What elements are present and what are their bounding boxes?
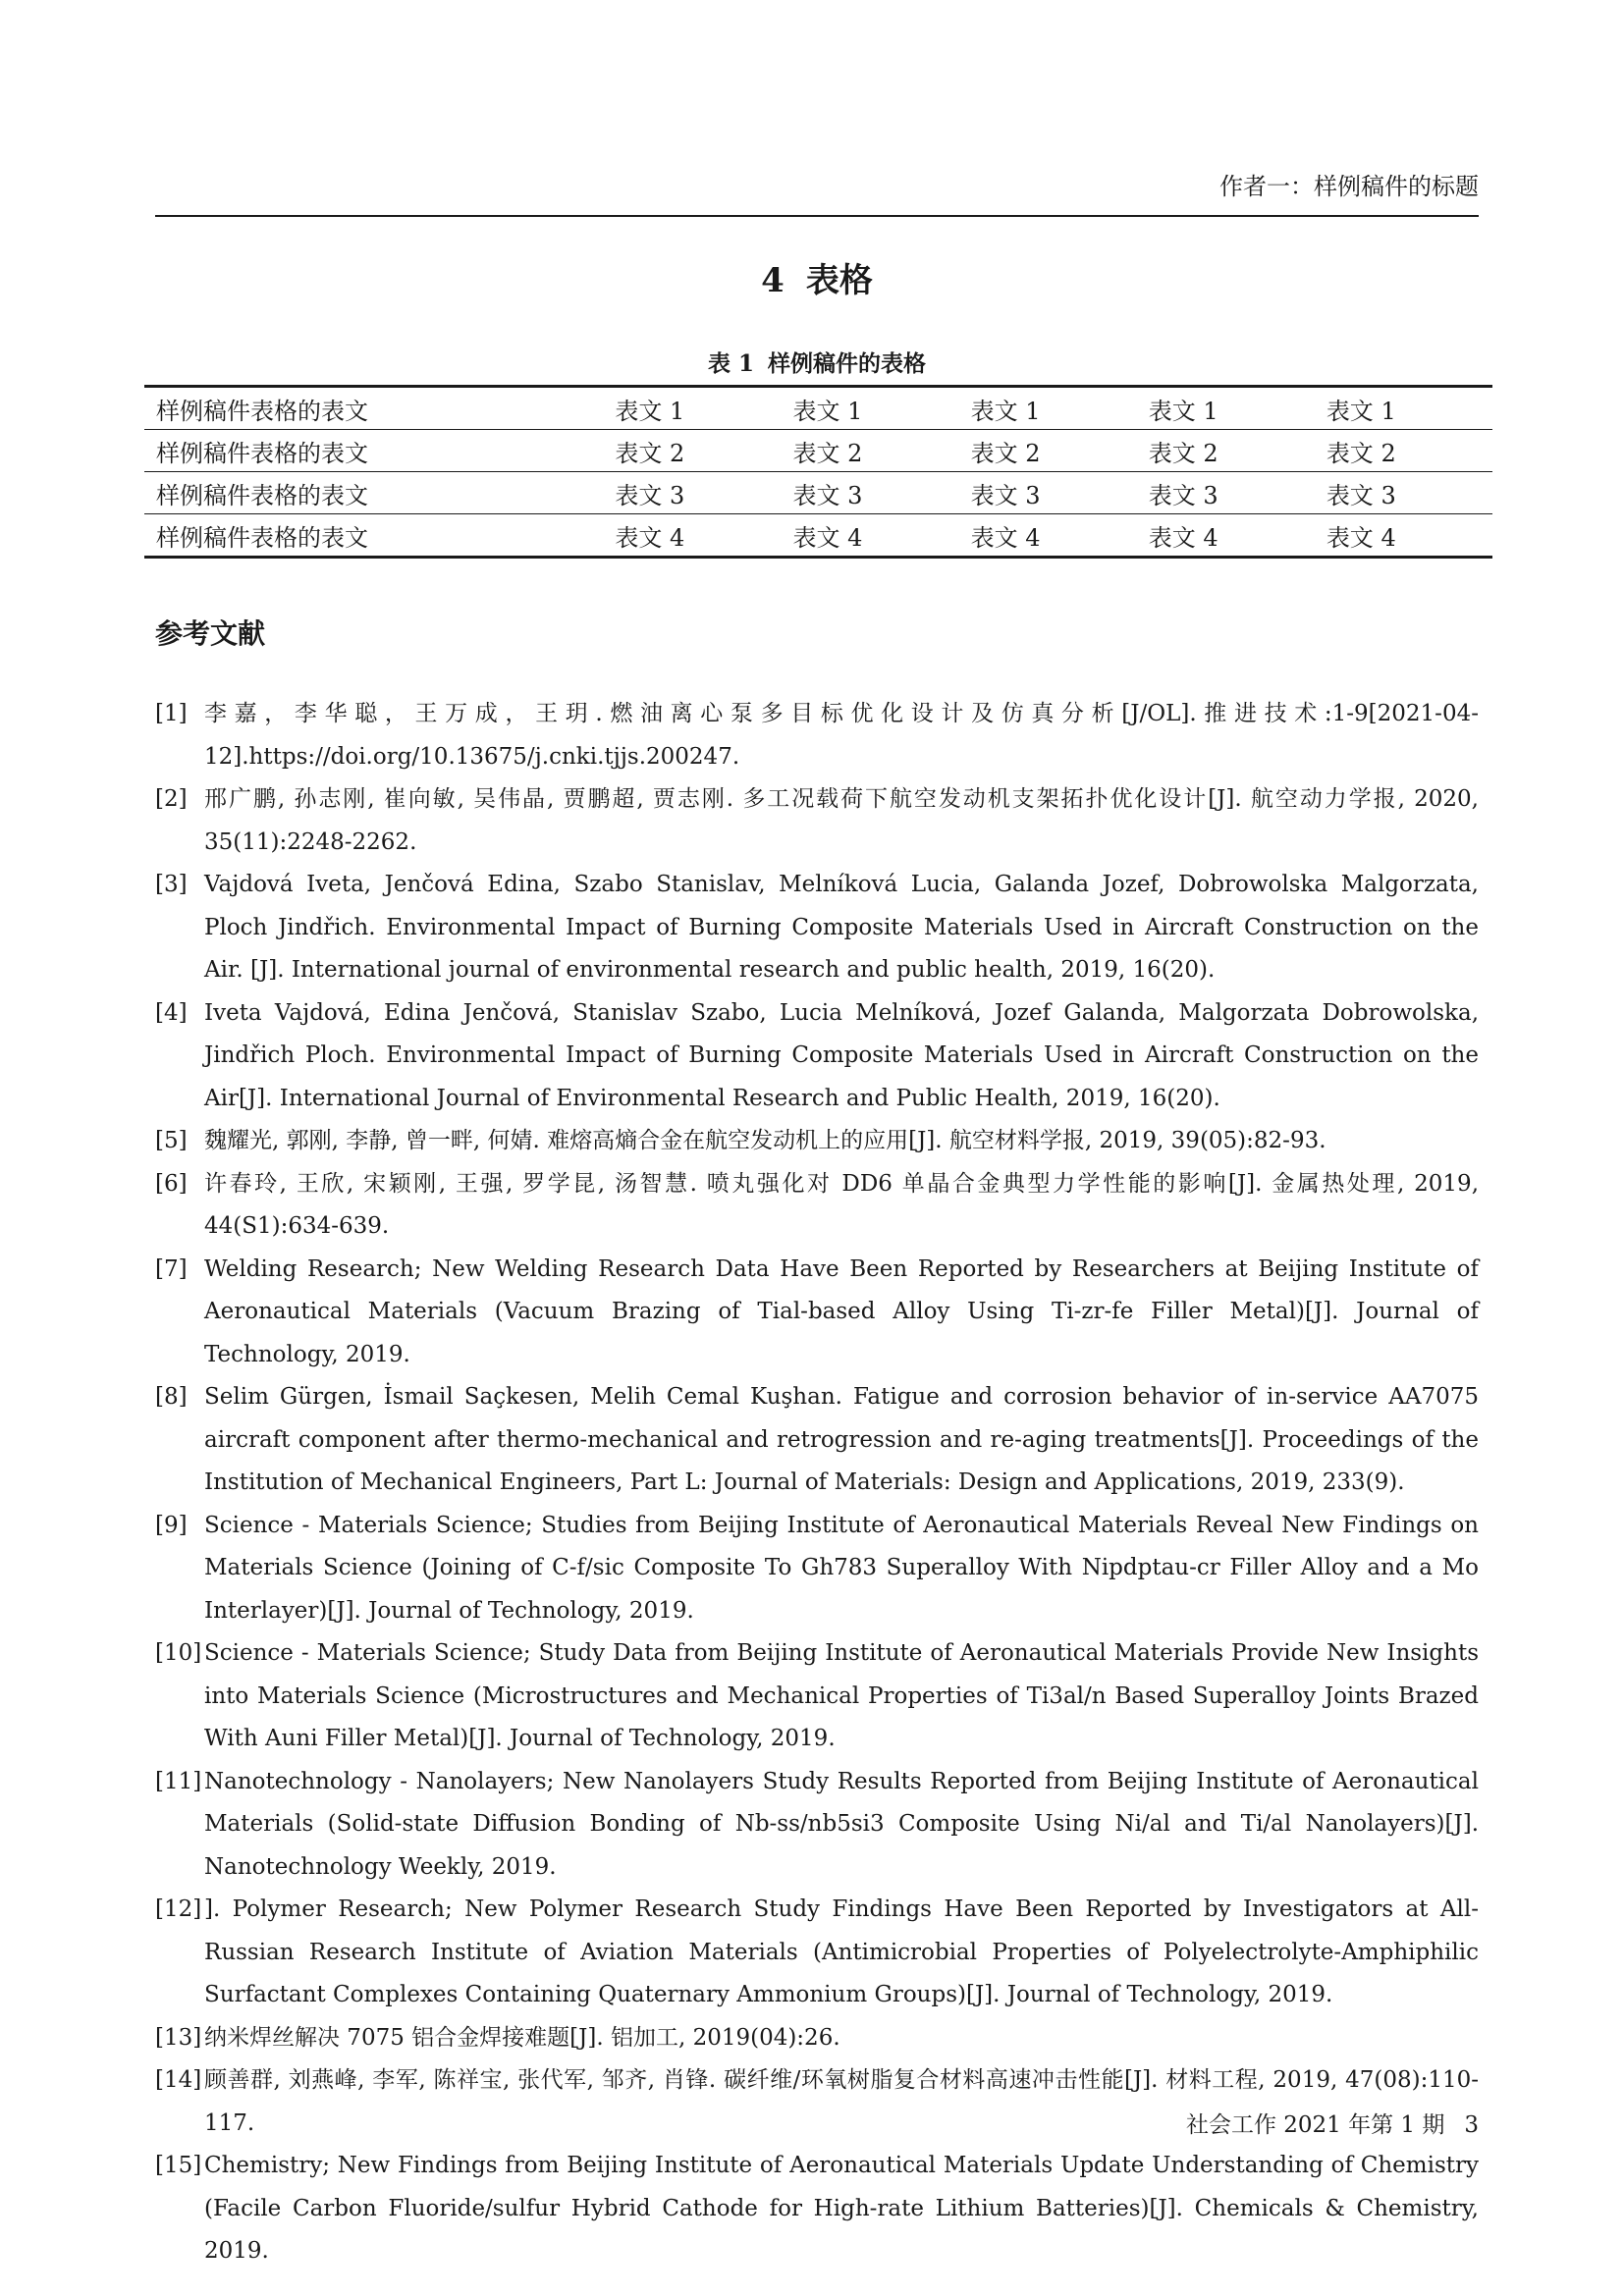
reference-number: [4] — [155, 999, 188, 1026]
reference-item — [155, 1120, 1479, 1163]
reference-item — [155, 1632, 1479, 1761]
reference-number: [3] — [155, 872, 188, 897]
reference-text: Science - Materials Science; Studies from Beijing Institute of Aeronautical Materials Reveal New Findings on Materials Science (Joining of C-f/sic Composite To Gh783 Superalloy With Nipdptau-cr Filler Alloy and a Mo Interlayer)[J]. Journal of Technology, 2019. — [204, 1512, 1479, 1624]
table-cell: 样例稿件表格的表文 — [144, 430, 603, 472]
reference-item — [155, 778, 1479, 864]
section-title: 表格 — [805, 261, 873, 300]
table-caption-number: 表 1 — [707, 350, 754, 377]
reference-text: Nanotechnology - Nanolayers; New Nanolayers Study Results Reported from Beijing Institute of Aeronautical Materials (Solid-state Diffusion Bonding of Nb-ss/nb5si3 Composite Using Ni/al and Ti/al Nanolayers)[J]. Nanotechnology Weekly, 2019. — [204, 1768, 1479, 1880]
reference-text: Selim Gürgen, İsmail Saçkesen, Melih Cemal Kuşhan. Fatigue and corrosion behavior of in-service AA7075 aircraft component after thermo-mechanical and retrogression and re-aging treatments[J]. Proceedings of the Institution of Mechanical Engineers, Part L: Journal of Materials: Design and Applications, 2019, 233(9). — [204, 1384, 1479, 1495]
reference-number: [7] — [155, 1255, 188, 1282]
reference-number: [6] — [155, 1170, 188, 1197]
reference-text: Vajdová Iveta, Jenčová Edina, Szabo Stanislav, Melníková Lucia, Galanda Jozef, Dobrowolska Malgorzata, Ploch Jindřich. Environmental Impact of Burning Composite Materials Used in Aircraft Construction on the Air. [J]. International journal of environmental research and public health, 2019, 16(20). — [204, 872, 1479, 983]
table-cell: 表文 1 — [792, 397, 863, 425]
reference-number: [2] — [155, 786, 188, 812]
table-cell: 表文 4 — [781, 514, 958, 558]
table-row — [144, 514, 1492, 558]
reference-text: 顾善群, 刘燕峰, 李军, 陈祥宝, 张代军, 邹齐, 肖锋. 碳纤维/环氧树脂复合材料高速冲击性能[J]. 材料工程, 2019, 47(08):110-117. — [204, 2067, 1479, 2136]
reference-item — [155, 1889, 1479, 2017]
journal-issue: 社会工作 2021 年第 1 期 — [1185, 2112, 1445, 2138]
table-cell: 样例稿件表格的表文 — [156, 397, 368, 425]
references-heading: 参考文献 — [155, 617, 266, 650]
running-title: 作者一：样例稿件的标题 — [1219, 173, 1479, 200]
reference-item — [155, 693, 1479, 778]
reference-number: [5] — [155, 1128, 188, 1153]
references-list — [155, 693, 1479, 2273]
reference-text: 许春玲, 王欣, 宋颖刚, 王强, 罗学昆, 汤智慧. 喷丸强化对 DD6 单晶合金典型力学性能的影响[J]. 金属热处理, 2019, 44(S1):634-639. — [204, 1170, 1479, 1239]
reference-text: ]. Polymer Research; New Polymer Research Study Findings Have Been Reported by Investigators at All-Russian Research Institute of Aviation Materials (Antimicrobial Properties of Polyelectrolyte-Amphiphilic Surfactant Complexes Containing Quaternary Ammonium Groups)[J]. Journal of Technology, 2019. — [204, 1896, 1479, 2007]
reference-text: 李嘉，李华聪，王万成，王玥.燃油离心泵多目标优化设计及仿真分析[J/OL].推进技术:1-9[2021-04-12].https://doi.org/10.13675/j.cnki.tjjs.200247. — [204, 701, 1479, 770]
reference-number: [12] — [155, 1896, 202, 1922]
table-cell: 表文 4 — [959, 514, 1137, 558]
table-row — [144, 472, 1492, 514]
reference-text: Chemistry; New Findings from Beijing Institute of Aeronautical Materials Update Understanding of Chemistry (Facile Carbon Fluoride/sulfur Hybrid Cathode for High-rate Lithium Batteries)[J]. Chemicals & Chemistry, 2019. — [204, 2153, 1479, 2264]
running-header — [155, 167, 1479, 217]
page-footer — [1186, 2107, 1479, 2139]
section-heading — [155, 253, 1479, 301]
reference-item — [155, 2017, 1479, 2060]
reference-text: 魏耀光, 郭刚, 李静, 曾一畔, 何婧. 难熔高熵合金在航空发动机上的应用[J]. 航空材料学报, 2019, 39(05):82-93. — [204, 1128, 1326, 1153]
reference-number: [10] — [155, 1640, 202, 1666]
table-cell: 表文 2 — [781, 430, 958, 472]
table-cell: 表文 3 — [1315, 472, 1492, 514]
table-cell: 表文 3 — [1137, 472, 1315, 514]
reference-text: Welding Research; New Welding Research Data Have Been Reported by Researchers at Beijing Institute of Aeronautical Materials (Vacuum Brazing of Tial-based Alloy Using Ti-zr-fe Filler Metal)[J]. Journal of Technology, 2019. — [204, 1255, 1479, 1367]
table-cell: 表文 4 — [1315, 514, 1492, 558]
reference-item — [155, 1376, 1479, 1505]
sample-table — [144, 385, 1492, 559]
table-caption — [155, 346, 1479, 378]
table-cell: 样例稿件表格的表文 — [144, 514, 603, 558]
table-caption-title: 样例稿件的表格 — [768, 350, 926, 377]
table-cell: 表文 1 — [1326, 397, 1396, 425]
table-row — [144, 387, 1492, 430]
reference-item — [155, 1163, 1479, 1249]
section-number: 4 — [761, 261, 785, 300]
table-cell: 表文 2 — [603, 430, 781, 472]
table-row — [144, 430, 1492, 472]
table-cell: 表文 4 — [603, 514, 781, 558]
reference-number: [11] — [155, 1768, 202, 1794]
reference-number: [14] — [155, 2067, 202, 2093]
reference-item — [155, 1505, 1479, 1633]
reference-number: [9] — [155, 1512, 188, 1538]
reference-item — [155, 1761, 1479, 1890]
reference-item — [155, 2145, 1479, 2273]
reference-number: [1] — [155, 701, 188, 726]
reference-item — [155, 864, 1479, 992]
reference-text: Science - Materials Science; Study Data from Beijing Institute of Aeronautical Materials Provide New Insights into Materials Science (Microstructures and Mechanical Properties of Ti3al/n Based Superalloy Joints Brazed With Auni Filler Metal)[J]. Journal of Technology, 2019. — [204, 1640, 1479, 1751]
reference-number: [13] — [155, 2024, 202, 2051]
table-cell: 样例稿件表格的表文 — [144, 472, 603, 514]
table-cell: 表文 3 — [603, 472, 781, 514]
table-cell: 表文 1 — [1148, 397, 1218, 425]
reference-text: 纳米焊丝解决 7075 铝合金焊接难题[J]. 铝加工, 2019(04):26. — [204, 2024, 840, 2051]
reference-text: Iveta Vajdová, Edina Jenčová, Stanislav Szabo, Lucia Melníková, Jozef Galanda, Malgorzata Dobrowolska, Jindřich Ploch. Environmental Impact of Burning Composite Materials Used in Aircraft Construction on the Air[J]. International Journal of Environmental Research and Public Health, 2019, 16(20). — [204, 999, 1479, 1111]
table-cell: 表文 2 — [959, 430, 1137, 472]
table-cell: 表文 3 — [781, 472, 958, 514]
table-cell: 表文 2 — [1315, 430, 1492, 472]
reference-text: 邢广鹏, 孙志刚, 崔向敏, 吴伟晶, 贾鹏超, 贾志刚. 多工况载荷下航空发动机支架拓扑优化设计[J]. 航空动力学报, 2020, 35(11):2248-2262. — [204, 786, 1479, 855]
table-cell: 表文 2 — [1137, 430, 1315, 472]
table-cell: 表文 3 — [959, 472, 1137, 514]
reference-number: [15] — [155, 2153, 202, 2178]
reference-item — [155, 1249, 1479, 1377]
table-cell: 表文 4 — [1137, 514, 1315, 558]
table-cell: 表文 1 — [970, 397, 1041, 425]
table-cell: 表文 1 — [615, 397, 685, 425]
reference-item — [155, 992, 1479, 1121]
reference-number: [8] — [155, 1384, 188, 1410]
page-number: 3 — [1464, 2112, 1479, 2138]
